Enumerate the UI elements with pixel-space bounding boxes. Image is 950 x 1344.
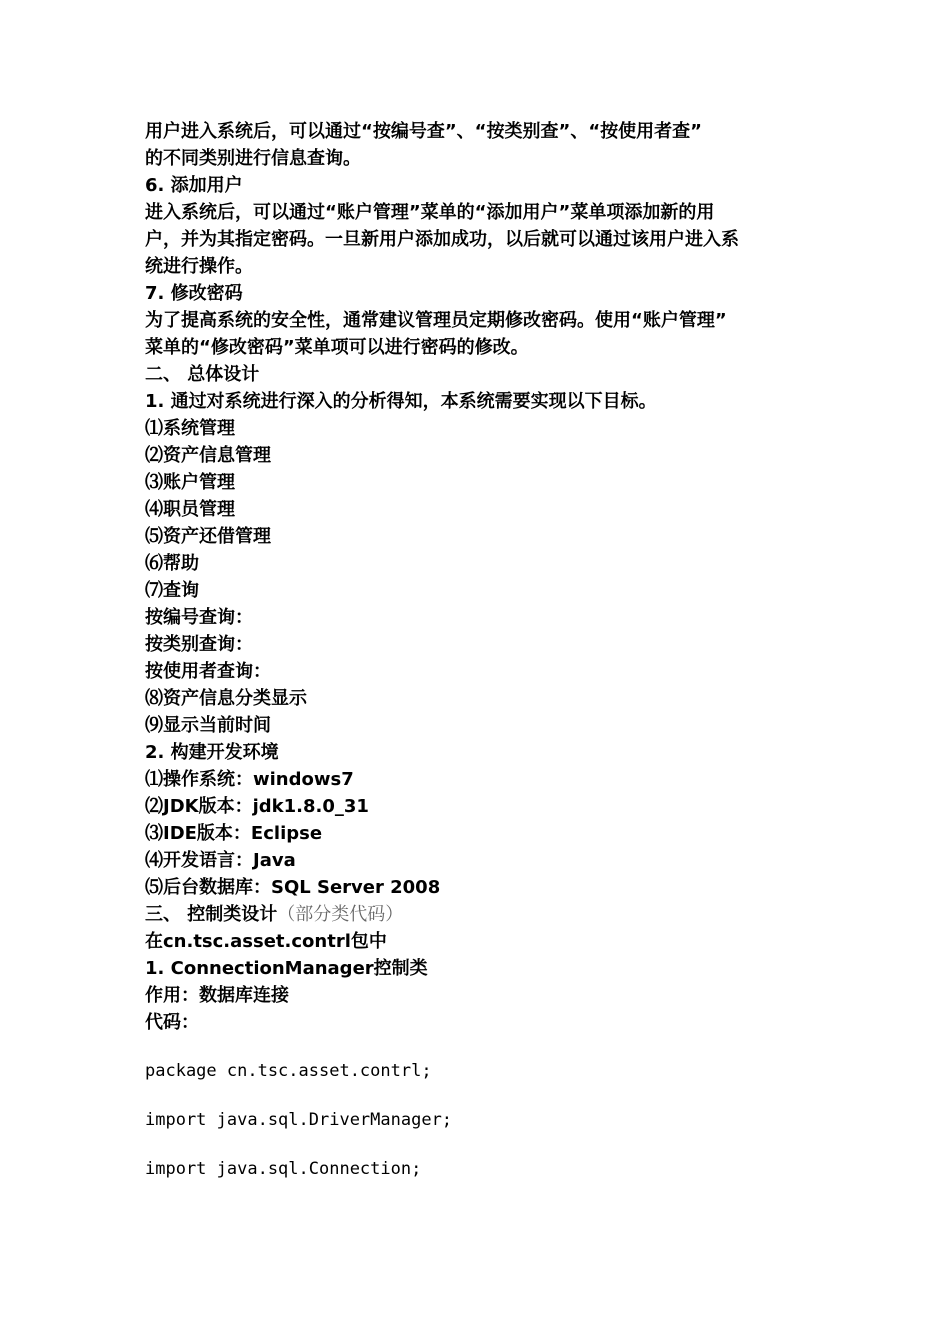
text-line: 按使用者查询： [145,661,271,682]
text-line: 按类别查询： [145,634,253,655]
text-line: 二、 总体设计 [145,364,260,385]
text-line: 进入系统后，可以通过“账户管理”菜单的“添加用户”菜单项添加新的用 [145,202,715,223]
text-line: ⑶IDE版本：Eclipse [145,823,323,844]
text-line: ⑻资产信息分类显示 [145,688,307,709]
code-line: package cn.tsc.asset.contrl; [145,1061,432,1081]
text-line: ⑴系统管理 [145,418,235,439]
text-line: 户，并为其指定密码。一旦新用户添加成功，以后就可以通过该用户进入系 [145,229,739,250]
text-line: ⑹帮助 [145,553,199,574]
text-line: 统进行操作。 [145,256,253,277]
text-line: 为了提高系统的安全性，通常建议管理员定期修改密码。使用“账户管理” [145,310,727,331]
text-line: ⑶账户管理 [145,472,235,493]
text-line: 1. ConnectionManager控制类 [145,958,428,979]
text-line: ⑵JDK版本：jdk1.8.0_31 [145,796,369,817]
section-heading-note: （部分类代码） [277,904,404,925]
text-line: 在cn.tsc.asset.contrl包中 [145,931,387,952]
text-line: 代码： [145,1012,199,1033]
text-line: ⑴操作系统：windows7 [145,769,354,790]
text-line: ⑺查询 [145,580,199,601]
text-line: 的不同类别进行信息查询。 [145,148,361,169]
section-lines [145,928,815,1036]
text-line: 用户进入系统后，可以通过“按编号查”、“按类别查”、“按使用者查” [145,121,702,142]
text-line: ⑷开发语言：Java [145,850,296,871]
code-block [145,1059,815,1181]
document-body [145,118,815,1206]
text-line: ⑸后台数据库：SQL Server 2008 [145,877,441,898]
text-line: 按编号查询： [145,607,253,628]
text-line: ⑷职员管理 [145,499,235,520]
text-line: 7. 修改密码 [145,283,243,304]
section-heading-text: 三、 控制类设计 [145,904,278,925]
text-line: ⑸资产还借管理 [145,526,271,547]
text-line: 2. 构建开发环境 [145,742,279,763]
code-line: import java.sql.Connection; [145,1159,422,1179]
text-line: ⑵资产信息管理 [145,445,271,466]
section-heading-controller-design [145,901,815,928]
text-line: 6. 添加用户 [145,175,243,196]
text-line: 菜单的“修改密码”菜单项可以进行密码的修改。 [145,337,529,358]
text-line: 作用：数据库连接 [145,985,289,1006]
text-lines [145,118,815,901]
text-line: ⑼显示当前时间 [145,715,271,736]
text-line: 1. 通过对系统进行深入的分析得知，本系统需要实现以下目标。 [145,391,657,412]
code-line: import java.sql.DriverManager; [145,1110,453,1130]
